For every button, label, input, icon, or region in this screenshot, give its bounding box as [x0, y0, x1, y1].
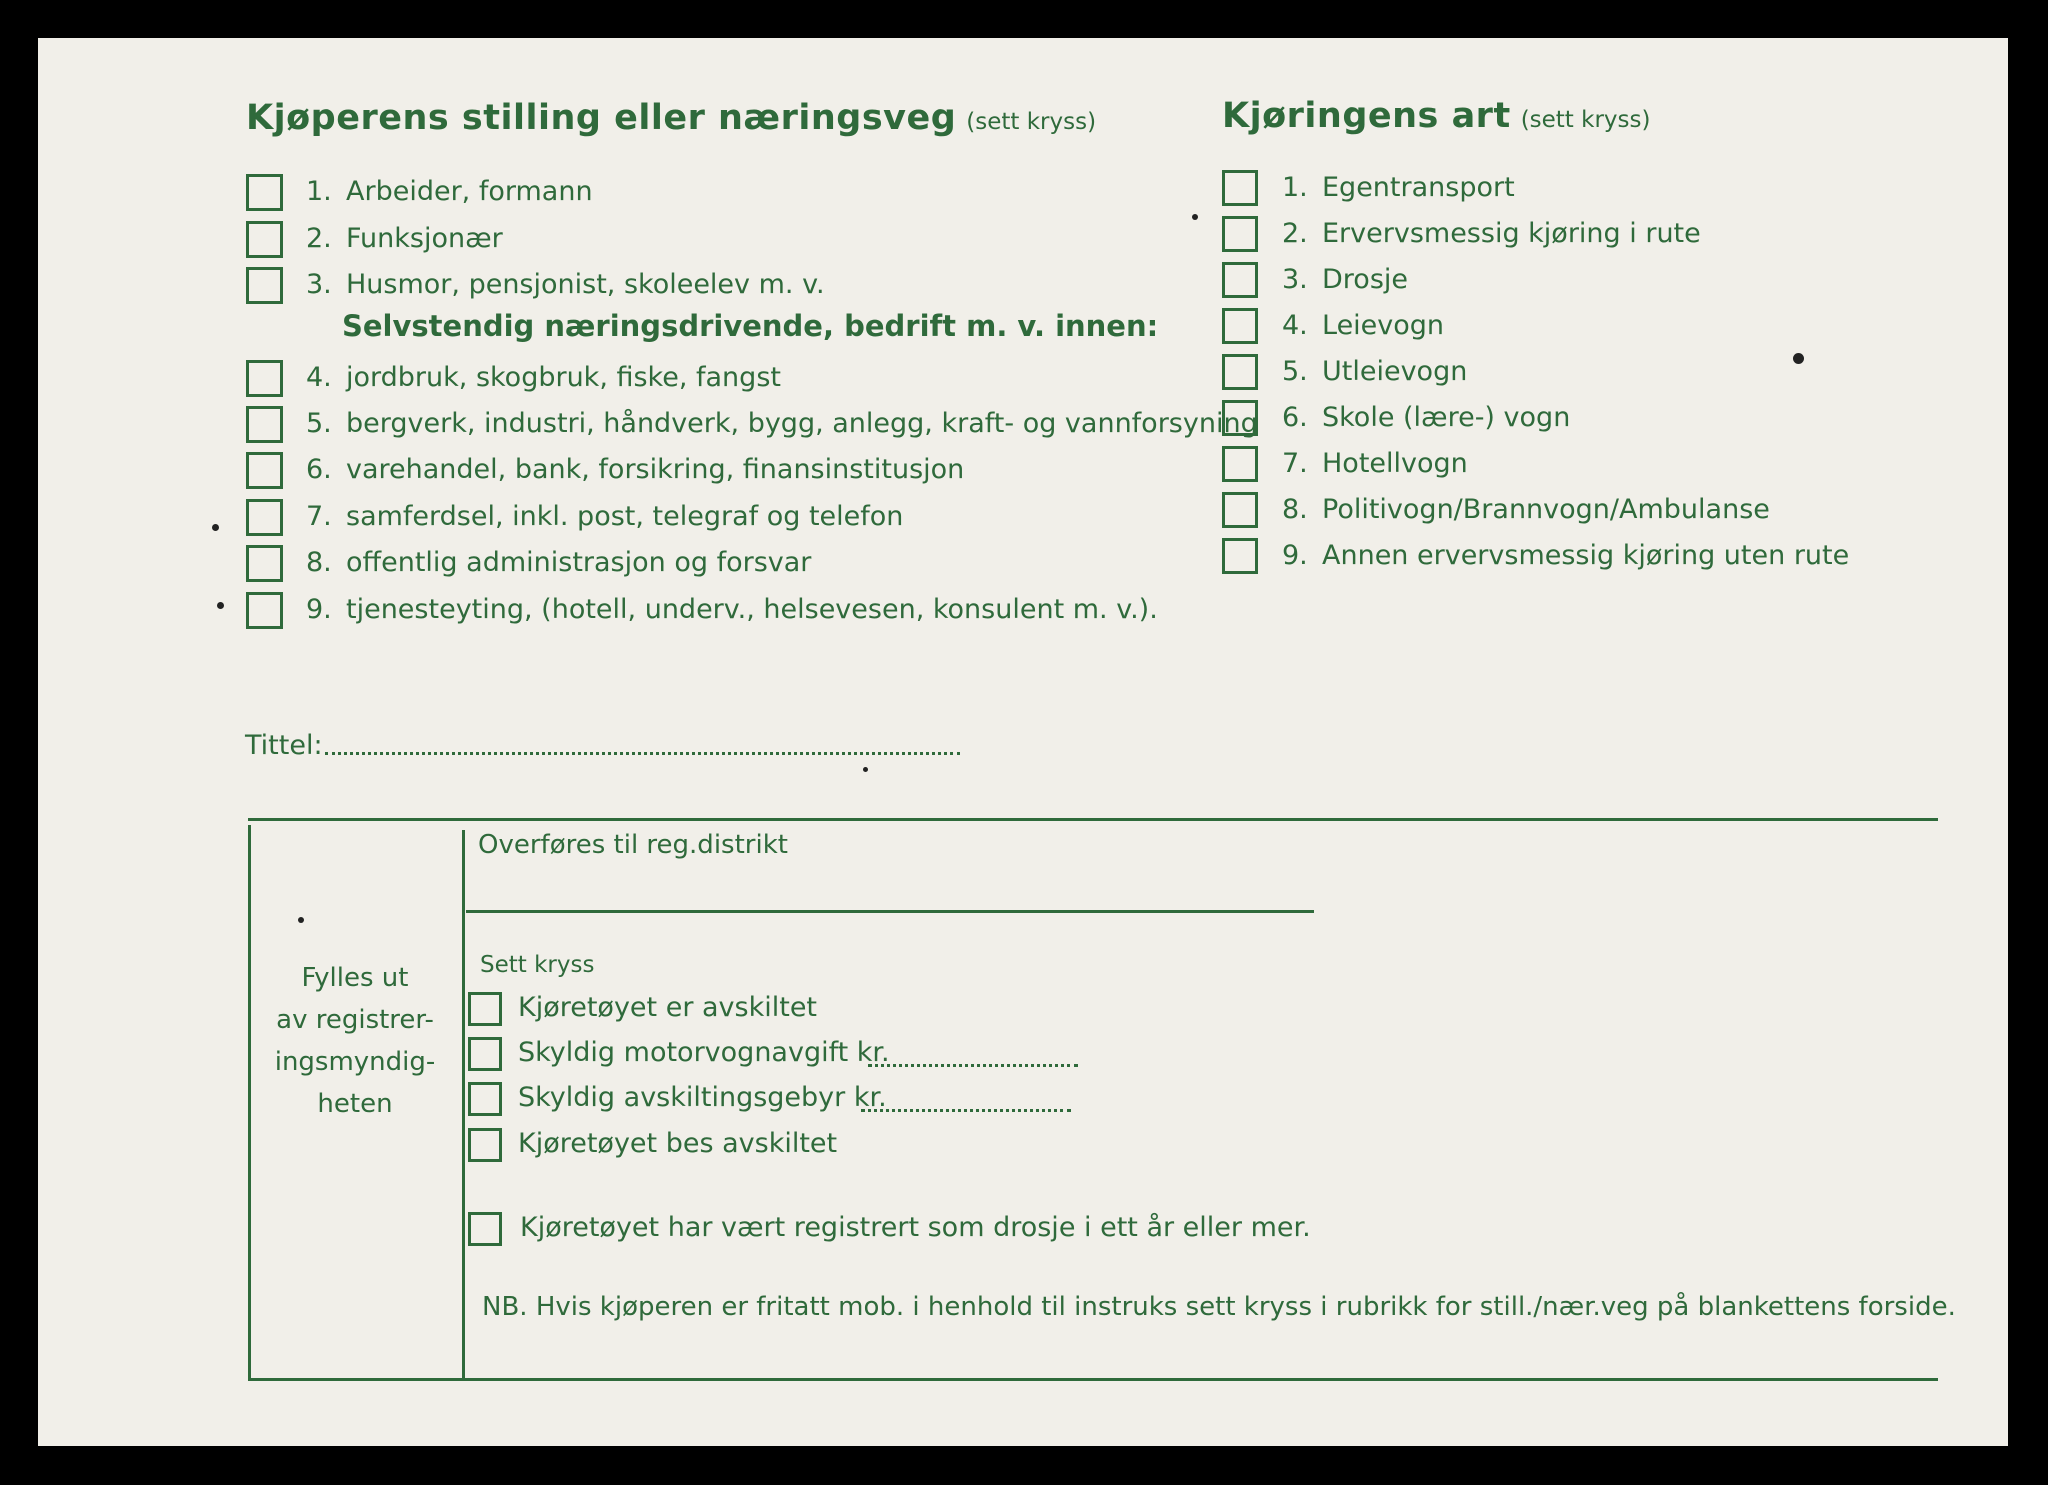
item-number: 7.: [306, 501, 332, 532]
registry-side-label-line: Fylles ut: [301, 963, 409, 993]
drosje-checkbox[interactable]: [468, 1212, 502, 1246]
item-number: 2.: [306, 223, 332, 254]
item-number: 6.: [1282, 402, 1308, 433]
item-number: 6.: [306, 454, 332, 485]
item-label: samferdsel, inkl. post, telegraf og telefon: [346, 501, 904, 532]
drosje-check-label: Kjøretøyet har vært registrert som drosje i ett år eller mer.: [520, 1212, 1311, 1243]
item-label: Funksjonær: [346, 223, 503, 254]
checkbox[interactable]: [1222, 170, 1258, 206]
item-label: Skole (lære-) vogn: [1322, 402, 1571, 433]
item-label: Politivogn/Brannvogn/Ambulanse: [1322, 494, 1770, 525]
item-label: Leievogn: [1322, 310, 1445, 341]
checkbox[interactable]: [246, 174, 283, 211]
sett-kryss-label: Sett kryss: [480, 952, 595, 978]
item-number: 1.: [1282, 172, 1308, 203]
item-label: Hotellvogn: [1322, 448, 1468, 479]
driving-type-title: Kjøringens art: [1222, 96, 1511, 136]
item-number: 4.: [1282, 310, 1308, 341]
item-number: 5.: [306, 408, 332, 439]
checkbox[interactable]: [246, 360, 283, 397]
item-number: 2.: [1282, 218, 1308, 249]
checkbox[interactable]: [246, 221, 283, 258]
registry-check-label: Kjøretøyet bes avskiltet: [518, 1128, 838, 1159]
item-number: 8.: [306, 547, 332, 578]
item-label: tjenesteyting, (hotell, underv., helsevesen, konsulent m. v.).: [346, 594, 1158, 625]
buyer-occupation-heading: [246, 98, 1096, 138]
item-number: 9.: [306, 594, 332, 625]
self-employed-subheading: Selvstendig næringsdrivende, bedrift m. v. innen:: [342, 309, 1159, 343]
item-number: 3.: [1282, 264, 1308, 295]
item-label: jordbruk, skogbruk, fiske, fangst: [346, 362, 781, 393]
registry-checkbox[interactable]: [468, 1037, 502, 1071]
checkbox[interactable]: [1222, 446, 1258, 482]
buyer-occupation-note: (sett kryss): [966, 109, 1097, 135]
item-number: 3.: [306, 269, 332, 300]
item-number: 1.: [306, 176, 332, 207]
registry-checkbox[interactable]: [468, 1082, 502, 1116]
driving-type-note: (sett kryss): [1520, 107, 1651, 133]
item-label: varehandel, bank, forsikring, finansinstitusjon: [346, 454, 965, 485]
registry-checkbox[interactable]: [468, 1128, 502, 1162]
checkbox[interactable]: [1222, 354, 1258, 390]
checkbox[interactable]: [1222, 262, 1258, 298]
item-label: Ervervsmessig kjøring i rute: [1322, 218, 1701, 249]
item-number: 7.: [1282, 448, 1308, 479]
ink-speck: [212, 524, 219, 531]
checkbox[interactable]: [246, 499, 283, 536]
title-field[interactable]: [325, 752, 960, 755]
ink-speck: [298, 917, 304, 923]
item-label: Drosje: [1322, 264, 1408, 295]
transfer-district-label: Overføres til reg.distrikt: [478, 830, 788, 860]
ink-speck: [1192, 214, 1198, 220]
registry-side-label-line: ingsmyndig-: [274, 1047, 436, 1077]
registry-check-label: Skyldig motorvognavgift kr.: [518, 1037, 890, 1068]
amount-field[interactable]: [861, 1109, 1071, 1112]
buyer-occupation-title: Kjøperens stilling eller næringsveg: [246, 98, 957, 138]
registry-check-label: Kjøretøyet er avskiltet: [518, 992, 818, 1023]
checkbox[interactable]: [246, 452, 283, 489]
driving-type-heading: [1222, 96, 1650, 136]
registry-side-label-line: av registrer-: [276, 1005, 434, 1035]
checkbox[interactable]: [246, 592, 283, 629]
item-number: 4.: [306, 362, 332, 393]
registry-box-top-border: [248, 818, 1938, 821]
checkbox[interactable]: [246, 545, 283, 582]
item-number: 5.: [1282, 356, 1308, 387]
amount-field[interactable]: [868, 1064, 1078, 1067]
registry-box-bottom-border: [250, 1378, 1938, 1381]
registry-check-label: Skyldig avskiltingsgebyr kr.: [518, 1082, 887, 1113]
item-number: 8.: [1282, 494, 1308, 525]
checkbox[interactable]: [1222, 308, 1258, 344]
item-label: Annen ervervsmessig kjøring uten rute: [1322, 540, 1850, 571]
item-label: Husmor, pensjonist, skoleelev m. v.: [346, 269, 825, 300]
item-label: bergverk, industri, håndverk, bygg, anlegg, kraft- og vannforsyning: [346, 408, 1258, 439]
item-label: Arbeider, formann: [346, 176, 593, 207]
title-label: Tittel:: [245, 730, 323, 761]
checkbox[interactable]: [1222, 538, 1258, 574]
item-label: Egentransport: [1322, 172, 1515, 203]
item-number: 9.: [1282, 540, 1308, 571]
ink-speck: [863, 767, 868, 772]
registry-side-label-line: heten: [317, 1089, 393, 1119]
checkbox[interactable]: [246, 267, 283, 304]
checkbox[interactable]: [1222, 216, 1258, 252]
nb-note: NB. Hvis kjøperen er fritatt mob. i henhold til instruks sett kryss i rubrikk for still./nær.veg på blankettens forside.: [482, 1292, 1956, 1322]
item-label: offentlig administrasjon og forsvar: [346, 547, 812, 578]
ink-speck: [217, 602, 224, 609]
ink-speck: [1793, 353, 1804, 364]
item-label: Utleievogn: [1322, 356, 1468, 387]
registry-checkbox[interactable]: [468, 992, 502, 1026]
checkbox[interactable]: [1222, 400, 1258, 436]
transfer-district-field[interactable]: [466, 910, 1314, 913]
checkbox[interactable]: [1222, 492, 1258, 528]
checkbox[interactable]: [246, 406, 283, 443]
registry-side-label: [205, 957, 505, 1125]
